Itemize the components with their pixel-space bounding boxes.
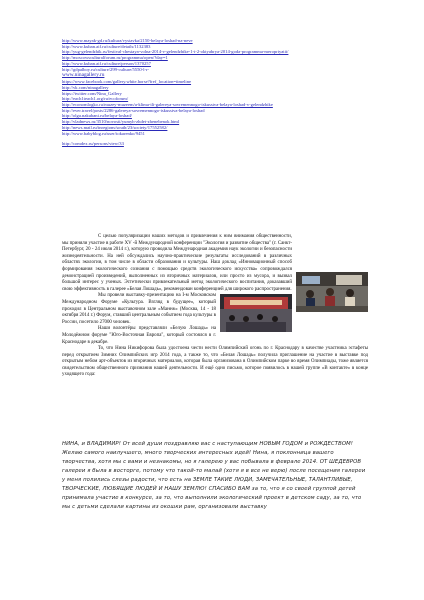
paragraph-youth-forum: Наши волонтёры представляли «Белую Лошадь» на Молодёжном форуме "Юго-Восточная Европа", который состоялся в г. Краснодаре в декабре. (62, 326, 216, 345)
link-twitter[interactable]: https://twitter.com/Nina_Gallery (62, 90, 122, 96)
link-babyblog[interactable]: http://www.babyblog.ru/user/tokarenko/9451 (62, 130, 145, 136)
reference-links (62, 38, 382, 147)
link-ninagallery[interactable]: www.ninagallery.ru (62, 72, 105, 79)
paragraph-moscow-forum: Мы провели выставку-презентацию на I-м Московском Международном Форуме «Культура. Взгляд в будущее», который проходил в Центральном выставочном зале «Манеж» (Москва, 14 - 18 октября 2014 г.) Форум, ставший центральным событием года культуры в России, посетило 27000 человек. (62, 293, 216, 325)
link-yug-festival[interactable]: http://yug-gelendzhik.ru/festival-chestaya-volna-2014-v-gelendzhike-1-i-2-oktyabrya-2014-goda-programma-meropriyatii/ (62, 49, 289, 55)
link-mayak[interactable]: http://www.mayak-gd.ru/kultura/vystavka/2150-belaya-loshad-na-neve (62, 38, 193, 43)
link-ecoforum[interactable]: http://each1teach1.org/ru/ecoforum/ (62, 96, 129, 102)
link-facebook[interactable]: https://www.facebook.com/gallery.white.horse?fref_location=timeline (62, 79, 192, 85)
letter-text: НИНА, и ВЛАДИМИР! От всей души поздравляю вас с наступающим НОВЫМ ГОДОМ и РОЖДЕСТВОМ! Желаю самого наилучшего, много творческих интересных идей! Нина, я поклонница вашего творчества, хотя мы с вами и незнакомы, но я галерею у вас побывала в феврале 2014. ОТ ШЕДЕВРОВ галереи я была в восторге, потому что такой-то малай (хотя я в все не верю) после посещения галереи у меня полились слезы радости, что есть на ЗЕМЛЕ ТАКИЕ ЛЮДИ, ЗАМЕЧАТЕЛЬНЫЕ, ТАЛАНТЛИВЫЕ, ТВОРЧЕСКИЕ, ЛЮБЯЩИЕ ЛЮДЕЙ И НАШУ ЗЕМЛЮ! СПАСИБО ВАМ за то, что я со своей группой детей принимала участие в конкурсе, за то, что выполнили экологический проект в детском саду, за то, что мы с детьми сделали картины из окошки рам, организовали выставку (62, 441, 366, 510)
article-body (62, 234, 368, 379)
link-economlogko[interactable]: http://economlogko.ru/muzey-muzeem/a-klima-ili-galereya-sovremennogo-iskusstva-belaya-loshad-v-gelendzhike (62, 102, 273, 108)
link-vladnews[interactable]: http://vladnews.ru/3510/novosti/yumyh-zhdet-zhenebenok.html (62, 119, 180, 125)
link-gdpalboy[interactable]: http://gdpalboy.ru/culture/299-culture/5550-l-r- (62, 66, 149, 72)
link-news-mail[interactable]: http://news.mail.ru/inregions/south/23/society/17552582/ (62, 124, 168, 130)
link-aif-person[interactable]: http://www.kuban.aif.ru/culture/person/1370257 (62, 60, 151, 66)
conference-photo (296, 272, 368, 312)
link-olga-nakubani[interactable]: http://olga.nakubani.ru/belaya-loshad/ (62, 113, 132, 119)
link-cultural-forum[interactable]: http://moscowsculturalforum.ru/programma/open/?day=1 (62, 55, 168, 61)
paragraph-conference: С целью популяризации наших методов и привлечения к ним внимания общественности, мы приняли участие в работе XV -й Международной конференции "Экология и развитие общества" (г. Санкт-Петербург, 20 - 24 июля 2014 г.), которую проводила Международная академия наук экологии и безопасности жизнедеятельности. На ней обсуждались научно-практические результаты исследований в различных областях экологии, в том числе в области образования и культуры. Наш доклад «Инновационный способ формирования экологического сознания с помощью средств экологического искусства» сопровождался демонстрацией произведений, выполненных из вторичных материалов, или просто из мусора, и вызвал большой интерес у ученых. Эстетически привлекательный метод экологического воспитания, доказавший свою эффективность в галерее «Белая Лошадь», рекомендован конференцией для широкого распространения. (62, 234, 292, 292)
link-comdex[interactable]: http://comdex.ru/persons/view/33 (62, 141, 124, 147)
link-vk[interactable]: http://vk.com/ninagallery (62, 84, 109, 90)
paragraph-olympic: То, что Нина Никифорова была удостоена чести нести Олимпийский огонь по г. Краснодару в качестве участника эстафеты перед открытием Зимних Олимпийских игр 2014 года, а также то, что «Белая Лошадь» получила приглашение на участие в выставке под открытым небом арт-объектов из вторичных материалов, которая была организована в Олимпийском парке во время Олимпиады, тоже является свидетельством общественного признания нашей деятельности. И ещё одно письмо, которое появилось в нашей группе «В контакте» в конце уходящего года: (62, 346, 368, 378)
greeting-letter (62, 440, 368, 512)
link-aif-culture[interactable]: http://www.kuban.aif.ru/culture/details/1132383 (62, 43, 151, 49)
forum-photo (220, 294, 292, 332)
link-ever-travel[interactable]: http://ever.travel/posts/2286-galereya-sovremennogo-iskusstva-belaya-loshad (62, 107, 205, 113)
